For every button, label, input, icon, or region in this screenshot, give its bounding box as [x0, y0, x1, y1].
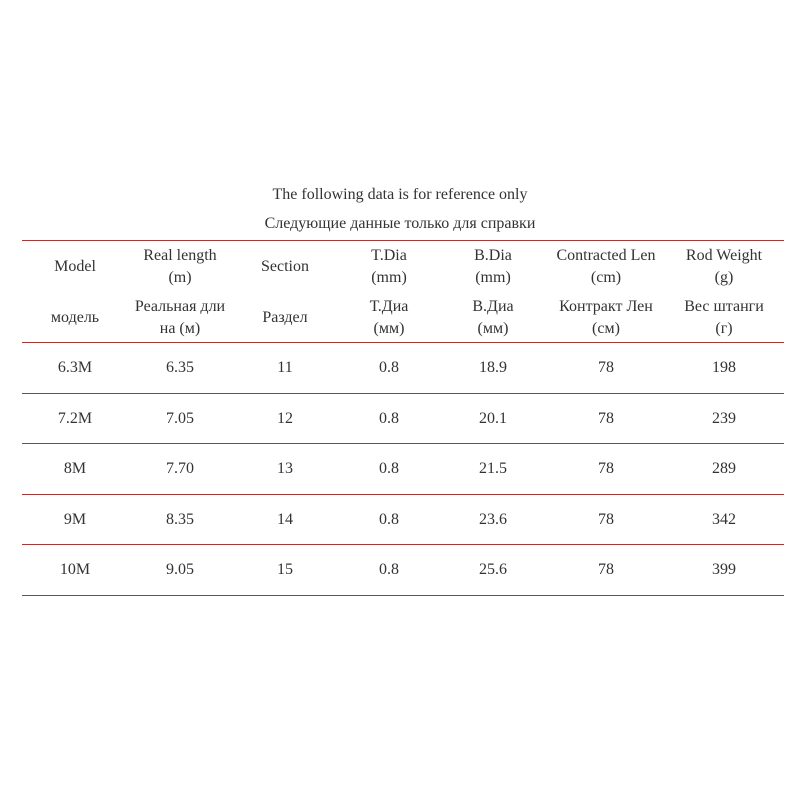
- cell-real-length: 8.35: [166, 510, 194, 528]
- header-label: модель: [50, 309, 100, 326]
- header-cell-b-dia: [472, 296, 513, 340]
- cell-section: 14: [277, 510, 293, 528]
- header-label: Раздел: [262, 309, 308, 326]
- cell-contracted-len: 78: [598, 359, 614, 376]
- caption-russian: Следующие данные только для справки: [264, 215, 536, 232]
- cell-section: 12: [277, 409, 293, 427]
- cell-t-dia: 0.8: [379, 510, 399, 528]
- cell-contracted-len: 78: [598, 409, 614, 427]
- table-top-rule: [22, 240, 784, 241]
- header-unit: на (м): [159, 320, 201, 337]
- header-cell-section: [261, 256, 309, 278]
- header-label: Контракт Лен: [559, 298, 653, 315]
- header-unit: (cm): [590, 269, 622, 286]
- cell-rod-weight: 289: [712, 460, 736, 477]
- cell-b-dia: 23.6: [479, 510, 507, 528]
- header-label: Real length: [143, 247, 217, 264]
- cell-model: 7.2M: [57, 409, 93, 427]
- caption-english: The following data is for reference only: [272, 186, 528, 203]
- cell-t-dia: 0.8: [379, 409, 399, 427]
- table-row: [0, 343, 800, 393]
- header-label: В.Диа: [472, 298, 514, 315]
- header-unit: (m): [168, 269, 192, 286]
- header-label: Section: [261, 258, 309, 275]
- cell-contracted-len: 78: [598, 510, 614, 528]
- table-row: [0, 545, 800, 595]
- header-cell-real-length: [143, 245, 216, 289]
- cell-b-dia: 21.5: [479, 460, 507, 477]
- header-label: Вес штанги: [684, 298, 764, 315]
- header-cell-real-length: [135, 296, 225, 340]
- header-unit: (мм): [373, 320, 405, 337]
- header-label: T.Dia: [371, 247, 407, 264]
- header-unit: (mm): [371, 269, 407, 286]
- header-cell-model: [51, 307, 99, 329]
- cell-b-dia: 18.9: [479, 359, 507, 376]
- header-cell-t-dia: [370, 296, 409, 340]
- table-row: [0, 444, 800, 494]
- cell-t-dia: 0.8: [379, 460, 399, 477]
- header-unit: (г): [715, 320, 733, 337]
- header-label: Rod Weight: [685, 247, 763, 264]
- cell-section: 11: [277, 359, 293, 376]
- header-cell-b-dia: [474, 245, 512, 289]
- header-cell-t-dia: [371, 245, 407, 289]
- cell-contracted-len: 78: [598, 561, 614, 578]
- header-unit: (мм): [477, 320, 509, 337]
- header-unit: (см): [592, 320, 620, 337]
- cell-real-length: 7.70: [166, 460, 194, 477]
- header-cell-model: [54, 256, 96, 278]
- cell-model: 8M: [63, 460, 87, 477]
- header-unit: (g): [714, 269, 734, 286]
- header-unit: (mm): [475, 269, 511, 286]
- cell-model: 10M: [59, 561, 91, 578]
- header-cell-section: [262, 307, 307, 329]
- cell-t-dia: 0.8: [379, 561, 399, 578]
- header-label: B.Dia: [474, 247, 512, 264]
- cell-real-length: 6.35: [166, 359, 194, 376]
- cell-contracted-len: 78: [598, 460, 614, 477]
- cell-section: 15: [277, 561, 293, 578]
- cell-rod-weight: 342: [712, 510, 736, 528]
- table-row: [0, 394, 800, 444]
- header-cell-rod-weight: [686, 245, 762, 289]
- header-label: Contracted Len: [556, 247, 656, 264]
- cell-b-dia: 25.6: [479, 561, 507, 578]
- header-cell-contracted-len: [559, 296, 653, 340]
- cell-section: 13: [277, 460, 293, 477]
- header-label: Model: [54, 258, 96, 275]
- cell-model: 9M: [63, 510, 87, 528]
- table-row: [0, 495, 800, 545]
- row-divider: [22, 595, 784, 596]
- cell-b-dia: 20.1: [479, 409, 507, 427]
- header-label: Реальная дли: [134, 298, 226, 315]
- cell-rod-weight: 399: [712, 561, 736, 578]
- header-cell-contracted-len: [556, 245, 655, 289]
- cell-t-dia: 0.8: [379, 359, 399, 376]
- cell-model: 6.3M: [57, 359, 93, 376]
- cell-rod-weight: 239: [712, 409, 736, 427]
- cell-rod-weight: 198: [712, 359, 736, 376]
- cell-real-length: 9.05: [166, 561, 194, 578]
- header-cell-rod-weight: [684, 296, 764, 340]
- header-label: Т.Диа: [369, 298, 409, 315]
- cell-real-length: 7.05: [166, 409, 194, 427]
